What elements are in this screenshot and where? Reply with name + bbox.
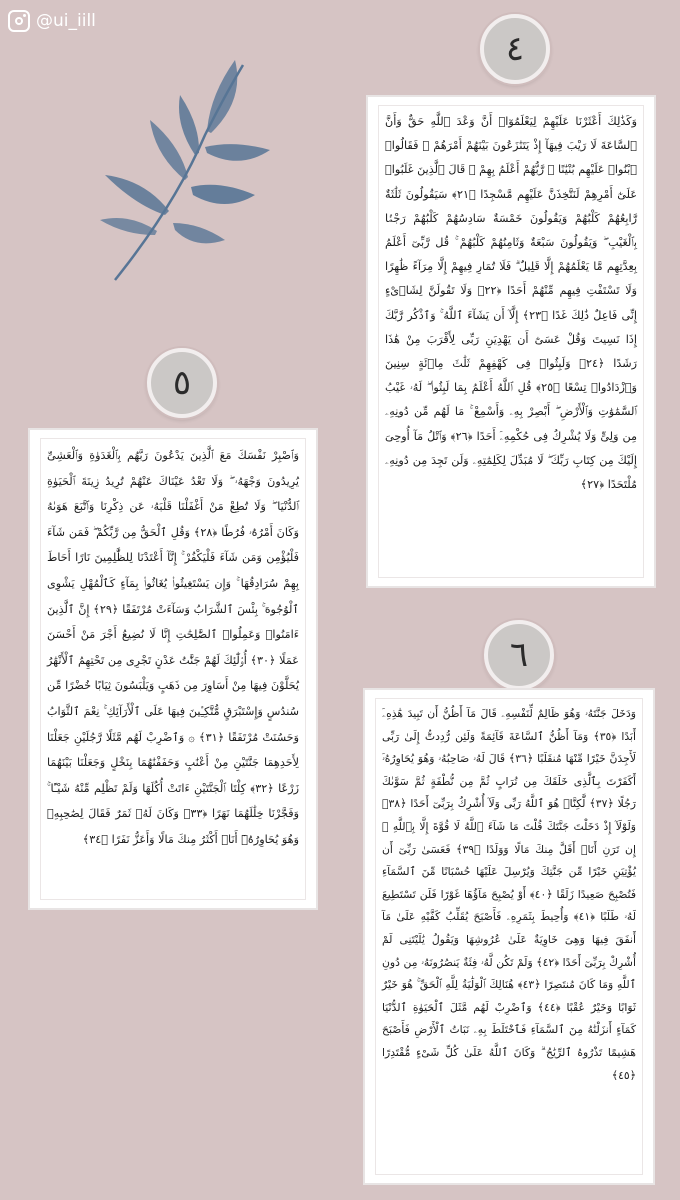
page-number-6: ٦ — [509, 635, 529, 675]
page-6-frame — [375, 698, 643, 1175]
page-number-badge-6 — [484, 620, 554, 690]
page-5-text: وَٱصْبِرْ نَفْسَكَ مَعَ ٱلَّذِينَ يَدْعُونَ رَبَّهُم بِٱلْغَدَوٰةِ وَٱلْعَشِىِّ يُرِيدُونَ وَجْهَهُۥ ۖ وَلَا تَعْدُ عَيْنَاكَ عَنْهُمْ تُرِيدُ زِينَةَ ٱلْحَيَوٰةِ ٱلدُّنْيَا ۖ وَلَا تُطِعْ مَنْ أَغْفَلْنَا قَلْبَهُۥ عَن ذِكْرِنَا وَٱتَّبَعَ هَوَىٰهُ وَكَانَ أَمْرُهُۥ فُرُطًا ﴿٢٨﴾ وَقُلِ ٱلْحَقُّ مِن رَّبِّكُمْ ۖ فَمَن شَآءَ فَلْيُؤْمِن وَمَن شَآءَ فَلْيَكْفُرْ ۚ إِنَّآ أَعْتَدْنَا لِلظَّٰلِمِينَ نَارًا أَحَاطَ بِهِمْ سُرَادِقُهَا ۚ وَإِن يَسْتَغِيثُوا۟ يُغَاثُوا۟ بِمَآءٍ كَٱلْمُهْلِ يَشْوِى ٱلْوُجُوهَ ۚ بِئْسَ ٱلشَّرَابُ وَسَآءَتْ مُرْتَفَقًا ﴿٢٩﴾ إِنَّ ٱلَّذِينَ ءَامَنُوا۟ وَعَمِلُوا۟ ٱلصَّٰلِحَٰتِ إِنَّا لَا نُضِيعُ أَجْرَ مَنْ أَحْسَنَ عَمَلًا ﴿٣٠﴾ أُو۟لَٰٓئِكَ لَهُمْ جَنَّٰتُ عَدْنٍ تَجْرِى مِن تَحْتِهِمُ ٱلْأَنْهَٰرُ يُحَلَّوْنَ فِيهَا مِنْ أَسَاوِرَ مِن ذَهَبٍ وَيَلْبَسُونَ ثِيَابًا خُضْرًا مِّن سُندُسٍ وَإِسْتَبْرَقٍ مُّتَّكِـِٔينَ فِيهَا عَلَى ٱلْأَرَآئِكِ ۚ نِعْمَ ٱلثَّوَابُ وَحَسُنَتْ مُرْتَفَقًا ﴿٣١﴾ ۞ وَٱضْرِبْ لَهُم مَّثَلًا رَّجُلَيْنِ جَعَلْنَا لِأَحَدِهِمَا جَنَّتَيْنِ مِنْ أَعْنَٰبٍ وَحَفَفْنَٰهُمَا بِنَخْلٍ وَجَعَلْنَا بَيْنَهُمَا زَرْعًا ﴿٣٢﴾ كِلْتَا ٱلْجَنَّتَيْنِ ءَاتَتْ أُكُلَهَا وَلَمْ تَظْلِم مِّنْهُ شَيْـًٔا ۚ وَفَجَّرْنَا خِلَٰلَهُمَا نَهَرًا ﴿٣٣﴾ وَكَانَ لَهُۥ ثَمَرٌ فَقَالَ لِصَٰحِبِهِۦ وَهُوَ يُحَاوِرُهُۥٓ أَنَا۠ أَكْثَرُ مِنكَ مَالًا وَأَعَزُّ نَفَرًا ﴿٣٤﴾ — [47, 449, 300, 846]
page-number-4: ٤ — [505, 29, 525, 69]
quran-page-6 — [363, 688, 655, 1185]
page-number-badge-4 — [480, 14, 550, 84]
instagram-icon — [8, 10, 30, 32]
quran-page-5 — [28, 428, 318, 910]
account-handle-text: @ui_iill — [36, 11, 96, 31]
page-number-5: ٥ — [172, 363, 192, 403]
leaf-branch-illustration — [95, 55, 275, 285]
page-4-text: وَكَذَٰلِكَ أَعْثَرْنَا عَلَيْهِمْ لِيَعْلَمُوٓا۟ أَنَّ وَعْدَ ٱللَّهِ حَقٌّ وَأَنَّ ٱلسَّاعَةَ لَا رَيْبَ فِيهَآ إِذْ يَتَنَٰزَعُونَ بَيْنَهُمْ أَمْرَهُمْ ۖ فَقَالُوا۟ ٱبْنُوا۟ عَلَيْهِم بُنْيَٰنًا ۖ رَّبُّهُمْ أَعْلَمُ بِهِمْ ۚ قَالَ ٱلَّذِينَ غَلَبُوا۟ عَلَىٰٓ أَمْرِهِمْ لَنَتَّخِذَنَّ عَلَيْهِم مَّسْجِدًا ﴿٢١﴾ سَيَقُولُونَ ثَلَٰثَةٌ رَّابِعُهُمْ كَلْبُهُمْ وَيَقُولُونَ خَمْسَةٌ سَادِسُهُمْ كَلْبُهُمْ رَجْمًۢا بِٱلْغَيْبِ ۖ وَيَقُولُونَ سَبْعَةٌ وَثَامِنُهُمْ كَلْبُهُمْ ۚ قُل رَّبِّىٓ أَعْلَمُ بِعِدَّتِهِم مَّا يَعْلَمُهُمْ إِلَّا قَلِيلٌ ۗ فَلَا تُمَارِ فِيهِمْ إِلَّا مِرَآءً ظَٰهِرًا وَلَا تَسْتَفْتِ فِيهِم مِّنْهُمْ أَحَدًا ﴿٢٢﴾ وَلَا تَقُولَنَّ لِشَا۟ىْءٍ إِنِّى فَاعِلٌ ذَٰلِكَ غَدًا ﴿٢٣﴾ إِلَّآ أَن يَشَآءَ ٱللَّهُ ۚ وَٱذْكُر رَّبَّكَ إِذَا نَسِيتَ وَقُلْ عَسَىٰٓ أَن يَهْدِيَنِ رَبِّى لِأَقْرَبَ مِنْ هَٰذَا رَشَدًا ﴿٢٤﴾ وَلَبِثُوا۟ فِى كَهْفِهِمْ ثَلَٰثَ مِا۟ئَةٍ سِنِينَ وَٱزْدَادُوا۟ تِسْعًا ﴿٢٥﴾ قُلِ ٱللَّهُ أَعْلَمُ بِمَا لَبِثُوا۟ ۖ لَهُۥ غَيْبُ ٱلسَّمَٰوَٰتِ وَٱلْأَرْضِ ۖ أَبْصِرْ بِهِۦ وَأَسْمِعْ ۚ مَا لَهُم مِّن دُونِهِۦ مِن وَلِىٍّ وَلَا يُشْرِكُ فِى حُكْمِهِۦٓ أَحَدًا ﴿٢٦﴾ وَٱتْلُ مَآ أُوحِىَ إِلَيْكَ مِن كِتَابِ رَبِّكَ ۖ لَا مُبَدِّلَ لِكَلِمَٰتِهِۦ وَلَن تَجِدَ مِن دُونِهِۦ مُلْتَحَدًا ﴿٢٧﴾ — [385, 115, 638, 492]
quran-page-4 — [366, 95, 656, 588]
page-4-frame — [378, 105, 644, 578]
account-handle — [8, 6, 108, 36]
page-6-text: وَدَخَلَ جَنَّتَهُۥ وَهُوَ ظَالِمٌ لِّنَفْسِهِۦ قَالَ مَآ أَظُنُّ أَن تَبِيدَ هَٰذِهِۦٓ أَبَدًا ﴿٣٥﴾ وَمَآ أَظُنُّ ٱلسَّاعَةَ قَآئِمَةً وَلَئِن رُّدِدتُّ إِلَىٰ رَبِّى لَأَجِدَنَّ خَيْرًا مِّنْهَا مُنقَلَبًا ﴿٣٦﴾ قَالَ لَهُۥ صَاحِبُهُۥ وَهُوَ يُحَاوِرُهُۥٓ أَكَفَرْتَ بِٱلَّذِى خَلَقَكَ مِن تُرَابٍ ثُمَّ مِن نُّطْفَةٍ ثُمَّ سَوَّىٰكَ رَجُلًا ﴿٣٧﴾ لَّٰكِنَّا۠ هُوَ ٱللَّهُ رَبِّى وَلَآ أُشْرِكُ بِرَبِّىٓ أَحَدًا ﴿٣٨﴾ وَلَوْلَآ إِذْ دَخَلْتَ جَنَّتَكَ قُلْتَ مَا شَآءَ ٱللَّهُ لَا قُوَّةَ إِلَّا بِٱللَّهِ ۚ إِن تَرَنِ أَنَا۠ أَقَلَّ مِنكَ مَالًا وَوَلَدًا ﴿٣٩﴾ فَعَسَىٰ رَبِّىٓ أَن يُؤْتِيَنِ خَيْرًا مِّن جَنَّتِكَ وَيُرْسِلَ عَلَيْهَا حُسْبَانًا مِّنَ ٱلسَّمَآءِ فَتُصْبِحَ صَعِيدًا زَلَقًا ﴿٤٠﴾ أَوْ يُصْبِحَ مَآؤُهَا غَوْرًا فَلَن تَسْتَطِيعَ لَهُۥ طَلَبًا ﴿٤١﴾ وَأُحِيطَ بِثَمَرِهِۦ فَأَصْبَحَ يُقَلِّبُ كَفَّيْهِ عَلَىٰ مَآ أَنفَقَ فِيهَا وَهِىَ خَاوِيَةٌ عَلَىٰ عُرُوشِهَا وَيَقُولُ يَٰلَيْتَنِى لَمْ أُشْرِكْ بِرَبِّىٓ أَحَدًا ﴿٤٢﴾ وَلَمْ تَكُن لَّهُۥ فِئَةٌ يَنصُرُونَهُۥ مِن دُونِ ٱللَّهِ وَمَا كَانَ مُنتَصِرًا ﴿٤٣﴾ هُنَالِكَ ٱلْوَلَٰيَةُ لِلَّهِ ٱلْحَقِّ ۚ هُوَ خَيْرٌ ثَوَابًا وَخَيْرٌ عُقْبًا ﴿٤٤﴾ وَٱضْرِبْ لَهُم مَّثَلَ ٱلْحَيَوٰةِ ٱلدُّنْيَا كَمَآءٍ أَنزَلْنَٰهُ مِنَ ٱلسَّمَآءِ فَٱخْتَلَطَ بِهِۦ نَبَاتُ ٱلْأَرْضِ فَأَصْبَحَ هَشِيمًا تَذْرُوهُ ٱلرِّيَٰحُ ۗ وَكَانَ ٱللَّهُ عَلَىٰ كُلِّ شَىْءٍ مُّقْتَدِرًا ﴿٤٥﴾ — [382, 707, 636, 1082]
page-5-frame — [40, 438, 306, 900]
page-number-badge-5 — [147, 348, 217, 418]
